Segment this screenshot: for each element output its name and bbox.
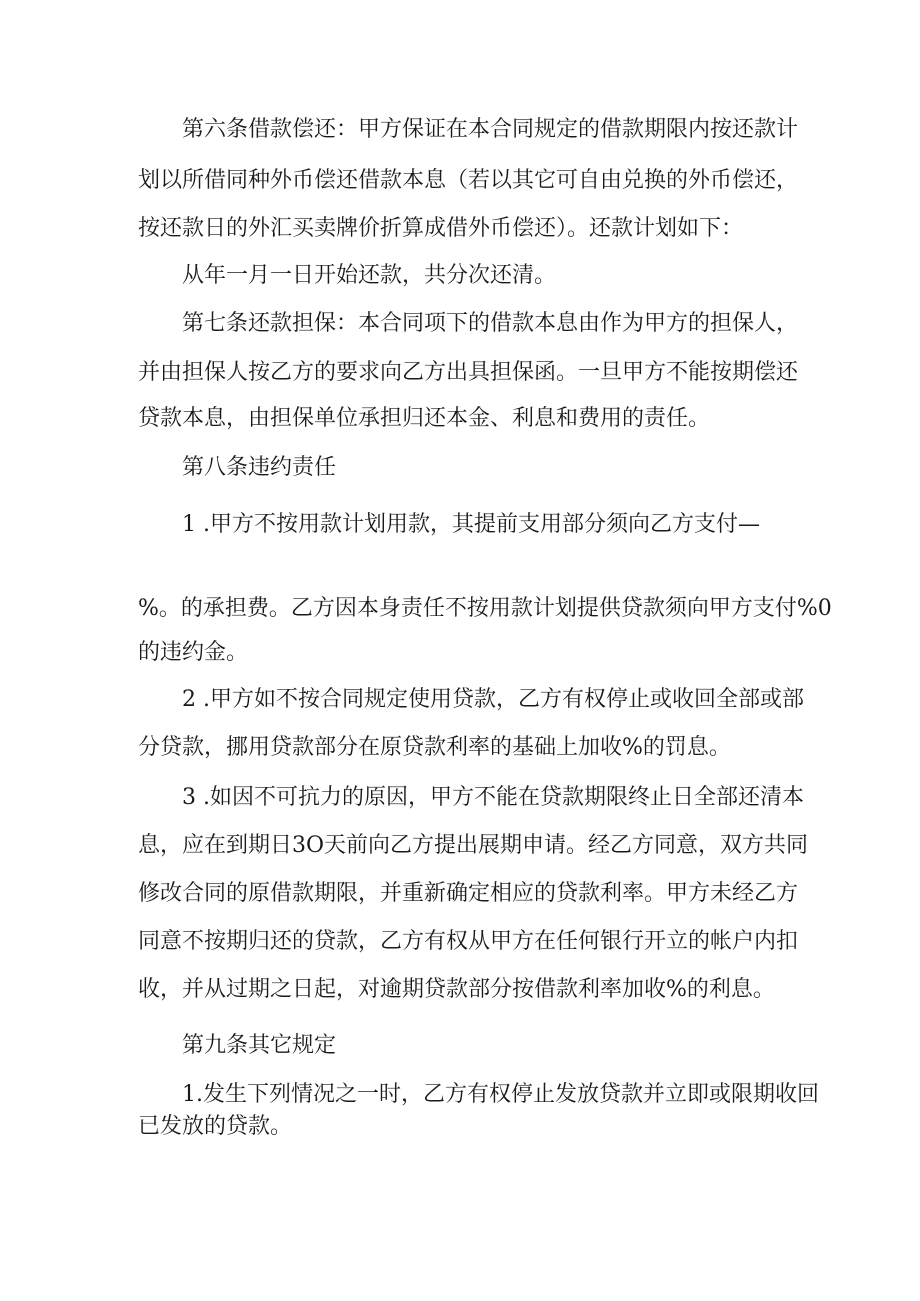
article-8-item-3-line-4: 同意不按期归还的贷款，乙方有权从甲方在任何银行开立的帐户内扣: [138, 929, 799, 954]
article-6-line-1: 第六条借款偿还：甲方保证在本合同规定的借款期限内按还款计: [182, 117, 799, 142]
article-7-line-3: 贷款本息，由担保单位承担归还本金、利息和费用的责任。: [138, 406, 711, 431]
article-8-item-1-line-2: %。的承担费。乙方因本身责任不按用款计划提供贷款须向甲方支付%0: [138, 596, 832, 621]
article-6-line-2: 划以所借同种外币偿还借款本息（若以其它可自由兑换的外币偿还，: [138, 168, 799, 193]
article-9-item-1-line-2: 已发放的贷款。: [138, 1114, 293, 1139]
article-7-line-2: 并由担保人按乙方的要求向乙方出具担保函。一旦甲方不能按期偿还: [138, 360, 799, 385]
article-8-item-1-line-1: 1 .甲方不按用款计划用款，其提前支用部分须向乙方支付—: [182, 512, 760, 537]
article-8-item-3-line-1: 3 .如因不可抗力的原因，甲方不能在贷款期限终止日全部还清本: [182, 785, 804, 810]
repayment-schedule-line: 从年一月一日开始还款，共分次还清。: [182, 263, 557, 288]
article-6-line-3: 按还款日的外汇买卖牌价折算成借外币偿还）。还款计划如下：: [138, 216, 744, 241]
article-8-item-3-line-5: 收，并从过期之日起，对逾期贷款部分按借款利率加收%的利息。: [138, 977, 775, 1002]
article-8-heading: 第八条违约责任: [182, 455, 337, 480]
article-9-item-1-line-1: 1.发生下列情况之一时，乙方有权停止发放贷款并立即或限期收回: [182, 1082, 819, 1107]
article-7-line-1: 第七条还款担保：本合同项下的借款本息由作为甲方的担保人，: [182, 311, 799, 336]
article-8-item-2-line-1: 2 .甲方如不按合同规定使用贷款，乙方有权停止或收回全部或部: [182, 687, 804, 712]
article-8-item-1-line-3: 的违约金。: [138, 640, 249, 665]
article-9-heading: 第九条其它规定: [182, 1033, 337, 1058]
article-8-item-3-line-2: 息，应在到期日3O天前向乙方提出展期申请。经乙方同意，双方共同: [138, 833, 809, 858]
article-8-item-2-line-2: 分贷款，挪用贷款部分在原贷款利率的基础上加收%的罚息。: [138, 735, 731, 760]
article-8-item-3-line-3: 修改合同的原借款期限，并重新确定相应的贷款利率。甲方未经乙方: [138, 881, 799, 906]
